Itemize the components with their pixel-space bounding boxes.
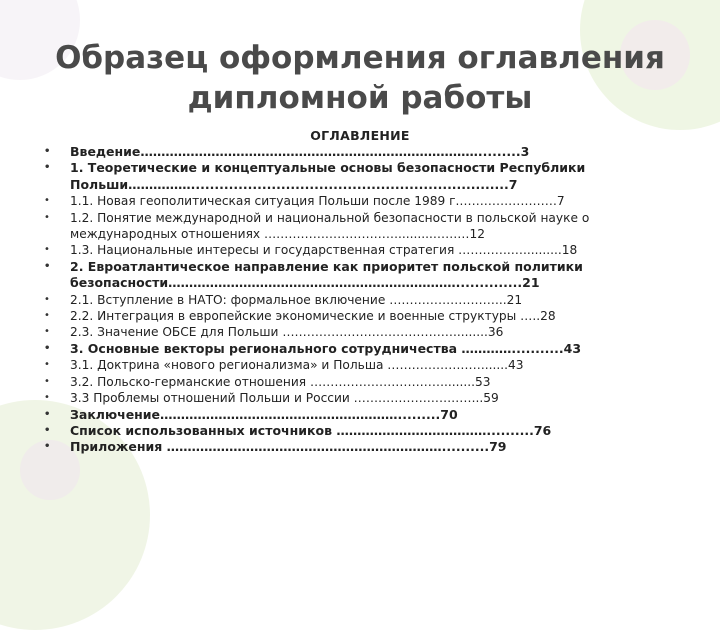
toc-item-section-2-3 [44,324,664,340]
page-title-line-1: Образец оформления оглавления [55,40,665,76]
toc-item-chapter-2 [44,259,664,292]
toc-item-text: 3.3 Проблемы отношений Польши и России …………………………..59 [70,391,499,406]
toc-item-chapter-1 [44,160,664,193]
toc-item-references [44,423,664,439]
toc-item-text: 3. Основные векторы регионального сотрудничества …………...........43 [70,340,582,356]
toc-item-section-1-3 [44,242,664,258]
toc-item-section-3-1 [44,357,664,373]
toc-item-section-2-1 [44,292,664,308]
toc-item-chapter-3 [44,341,664,357]
toc-item-conclusion [44,407,664,423]
toc-item-text: 3.2. Польско-германские отношения ……………………………........53 [70,374,491,389]
toc-item-text-continued: международных отношениях …………………………….........………12 [70,227,485,242]
toc-item-section-2-2 [44,308,664,324]
toc-item-text-continued: Польши……………...................................................................7 [70,176,518,192]
toc-item-section-3-3 [44,390,664,406]
toc-item-text: 3.1. Доктрина «нового регионализма» и Польша ……………………......43 [70,358,524,373]
toc-item-text: • 1. Теоретические и концептуальные основы безопасности Республики [70,160,586,176]
toc-item-text: 2.1. Вступление в НАТО: формальное включение ………………………..21 [70,292,523,307]
toc-item-text: Приложения …………………………………………………………..........79 [70,439,507,455]
toc-item-introduction [44,144,664,160]
toc-item-section-1-2 [44,210,664,243]
toc-item-text: 1.3. Национальные интересы и государственная стратегия ………….…..........18 [70,243,578,258]
page-title [0,38,720,118]
toc-item-text: 2.2. Интеграция в европейские экономические и военные структуры …..28 [70,309,556,324]
toc-item-text-continued: безопасности……………………………………………………………..............21 [70,275,540,291]
toc-item-text: 1.1. Новая геополитическая ситуация Польши после 1989 г.……………………7 [70,194,565,209]
toc-heading: ОГЛАВЛЕНИЕ [310,128,410,143]
toc-item-appendices [44,439,664,455]
toc-item-text: • 1.2. Понятие международной и национальной безопасности в польской науке о [70,210,590,225]
toc-item-text: Заключение………………………………………………….........70 [70,406,458,422]
toc-item-text: Список использованных источников ………………………………..........76 [70,422,552,438]
toc-item-section-3-2 [44,374,664,390]
table-of-contents [44,144,664,456]
toc-item-text: • 2. Евроатлантическое направление как приоритет польской политики [70,258,583,274]
page-title-line-2: дипломной работы [187,80,533,116]
toc-item-section-1-1 [44,193,664,209]
toc-item-text: 2.3. Значение ОБСЕ для Польши …………………………………….........36 [70,325,504,340]
toc-item-text: Введение……………………………………………………………………….........3 [70,144,530,159]
